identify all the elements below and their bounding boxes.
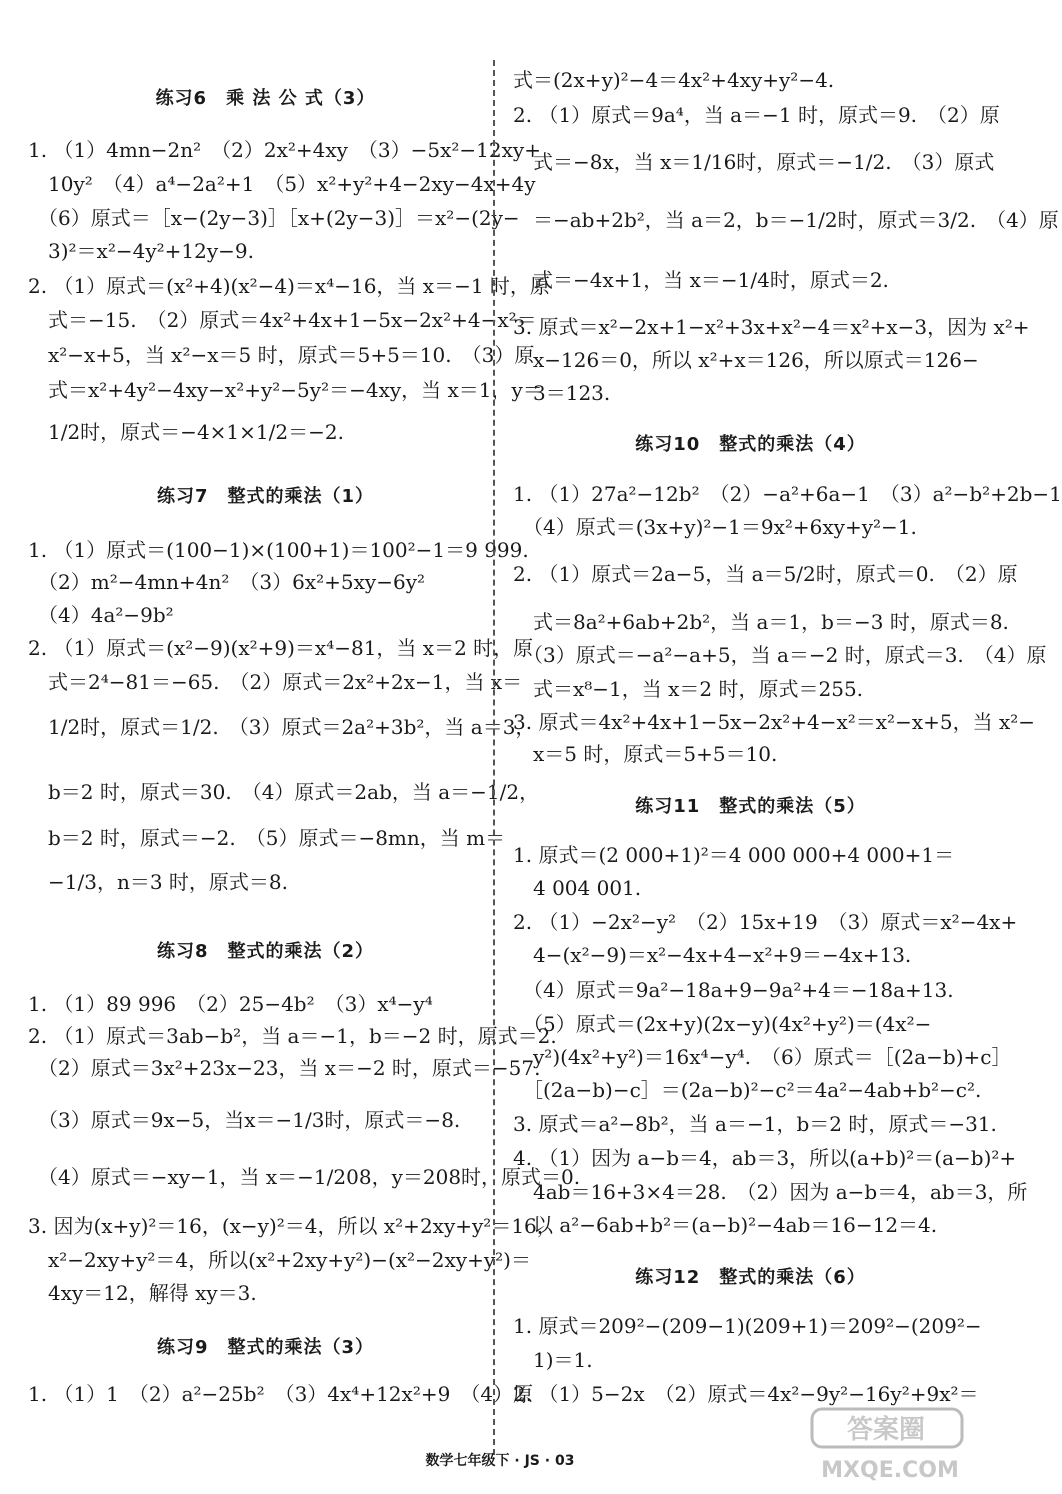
answer-line: 1. （1）89 996 （2）25−4b² （3）x⁴−y⁴ (28, 992, 433, 1016)
answer-line: （3）原式＝−a²−a+5，当 a＝−2 时，原式＝3. （4）原 (513, 643, 1047, 667)
answer-line: 1/2时，原式＝1/2. （3）原式＝2a²+3b²，当 a＝3， (28, 715, 536, 739)
page-footer: 数学七年级下 · JS · 03 (425, 1453, 575, 1469)
answer-line: b＝2 时，原式＝30. （4）原式＝2ab，当 a＝−1/2， (28, 780, 540, 804)
answer-line: 1. （1）1 （2）a²−25b² （3）4x⁴+12x²+9 （4）原 (28, 1382, 534, 1406)
answer-line: 1. （1）27a²−12b² （2）−a²+6a−1 （3）a²−b²+2b−1 (513, 482, 1062, 506)
answer-line: 式＝x²+4y²−4xy−x²+y²−5y²＝−4xy，当 x＝1，y＝ (28, 378, 543, 402)
answer-line: （3）原式＝9x−5，当x＝−1/3时，原式＝−8. (28, 1108, 461, 1132)
answer-line: 2. （1）原式＝3ab−b²，当 a＝−1，b＝−2 时，原式＝2. (28, 1024, 557, 1048)
answer-line: （2）m²−4mn+4n² （3）6x²+5xy−6y² (28, 570, 426, 594)
answer-line: 4ab＝16+3×4＝28. （2）因为 a−b＝4，ab＝3，所 (513, 1180, 1028, 1204)
watermark-bottom: MXQE.COM (821, 1458, 959, 1483)
answer-line: 4 004 001. (513, 876, 642, 900)
answer-line: 1. 原式＝209²−(209−1)(209+1)＝209²−(209²− (513, 1314, 982, 1338)
column-divider (493, 60, 495, 1455)
watermark-logo (808, 1405, 978, 1485)
answer-line: 式＝−15. （2）原式＝4x²+4x+1−5x−2x²+4−x²＝ (28, 308, 537, 332)
answer-line: x²−x+5，当 x²−x＝5 时，原式＝5+5＝10. （3）原 (28, 343, 535, 367)
answer-line: 3. 原式＝4x²+4x+1−5x−2x²+4−x²＝x²−x+5，当 x²− (513, 710, 1036, 734)
section-heading: 练习6 乘 法 公 式（3） (155, 88, 376, 109)
answer-line: 2. （1）原式＝2a−5，当 a＝5/2时，原式＝0. （2）原 (513, 562, 1018, 586)
answer-line: 4−(x²−9)＝x²−4x+4−x²+9＝−4x+13. (513, 943, 912, 967)
answer-line: 式＝2⁴−81＝−65. （2）原式＝2x²+2x−1，当 x＝ (28, 670, 523, 694)
section-heading: 练习7 整式的乘法（1） (156, 486, 375, 507)
answer-line: 3. 原式＝a²−8b²，当 a＝−1，b＝2 时，原式＝−31. (513, 1112, 997, 1136)
answer-line: 2. （1）原式＝(x²−9)(x²+9)＝x⁴−81，当 x＝2 时，原 (28, 636, 534, 660)
answer-line: 1)＝1. (513, 1348, 593, 1372)
answer-line: 3＝123. (513, 381, 611, 405)
answer-line: 1. （1）4mn−2n² （2）2x²+4xy （3）−5x²−12xy+ (28, 138, 541, 162)
answer-line: 2. （1）原式＝(x²+4)(x²−4)＝x⁴−16，当 x＝−1 时，原 (28, 274, 550, 298)
answer-line: 3. 原式＝x²−2x+1−x²+3x+x²−4＝x²+x−3，因为 x²+ (513, 315, 1030, 339)
answer-line: （2）原式＝3x²+23x−23，当 x＝−2 时，原式＝−57. (28, 1056, 541, 1080)
section-heading: 练习12 整式的乘法（6） (635, 1267, 866, 1288)
answer-line: 式＝(2x+y)²−4＝4x²+4xy+y²−4. (513, 68, 835, 92)
answer-line: 4xy＝12，解得 xy＝3. (28, 1281, 257, 1305)
answer-line: 4. （1）因为 a−b＝4，ab＝3，所以(a+b)²＝(a−b)²+ (513, 1146, 1017, 1170)
answer-line: ＝−ab+2b²，当 a＝2，b＝−1/2时，原式＝3/2. （4）原 (513, 208, 1059, 232)
answer-line: ［(2a−b)−c］＝(2a−b)²−c²＝4a²−4ab+b²−c². (513, 1078, 982, 1102)
answer-line: 式＝8a²+6ab+2b²，当 a＝1，b＝−3 时，原式＝8. (513, 610, 1009, 634)
answer-line: 1. （1）原式＝(100−1)×(100+1)＝100²−1＝9 999. (28, 538, 529, 562)
answer-line: x−126＝0，所以 x²+x＝126，所以原式＝126− (513, 348, 979, 372)
answer-line: 式＝−8x，当 x＝1/16时，原式＝−1/2. （3）原式 (513, 150, 995, 174)
section-heading: 练习11 整式的乘法（5） (635, 796, 866, 817)
answer-line: （4）4a²−9b² (28, 603, 174, 627)
answer-line: −1/3，n＝3 时，原式＝8. (28, 870, 288, 894)
section-heading: 练习10 整式的乘法（4） (635, 434, 866, 455)
answer-line: （4）原式＝(3x+y)²−1＝9x²+6xy+y²−1. (513, 515, 917, 539)
answer-line: 以 a²−6ab+b²＝(a−b)²−4ab＝16−12＝4. (513, 1213, 938, 1237)
answer-line: （4）原式＝−xy−1，当 x＝−1/208，y＝208时，原式＝0. (28, 1165, 581, 1189)
answer-line: x²−2xy+y²＝4，所以(x²+2xy+y²)−(x²−2xy+y²)＝ (28, 1248, 531, 1272)
section-heading: 练习9 整式的乘法（3） (156, 1337, 375, 1358)
answer-line: 1/2时，原式＝−4×1×1/2＝−2. (28, 420, 344, 444)
answer-line: 1. 原式＝(2 000+1)²＝4 000 000+4 000+1＝ (513, 843, 955, 867)
answer-line: 3. 因为(x+y)²＝16，(x−y)²＝4，所以 x²+2xy+y²＝16， (28, 1214, 557, 1238)
answer-line: （4）原式＝9a²−18a+9−9a²+4＝−18a+13. (513, 978, 954, 1002)
answer-line: 2. （1）原式＝9a⁴，当 a＝−1 时，原式＝9. （2）原 (513, 103, 1000, 127)
section-heading: 练习8 整式的乘法（2） (156, 941, 375, 962)
answer-line: 式＝−4x+1，当 x＝−1/4时，原式＝2. (513, 268, 889, 292)
answer-line: （6）原式＝［x−(2y−3)］［x+(2y−3)］＝x²−(2y− (28, 206, 520, 230)
answer-line: b＝2 时，原式＝−2. （5）原式＝−8mn，当 m＝ (28, 826, 506, 850)
watermark-top: 答案圈 (846, 1415, 926, 1445)
answer-line: 10y² （4）a⁴−2a²+1 （5）x²+y²+4−2xy−4x+4y (28, 172, 536, 196)
answer-line: 2. （1）5−2x （2）原式＝4x²−9y²−16y²+9x²＝ (513, 1382, 979, 1406)
answer-line: x＝5 时，原式＝5+5＝10. (513, 742, 778, 766)
answer-line: 2. （1）−2x²−y² （2）15x+19 （3）原式＝x²−4x+ (513, 910, 1018, 934)
answer-line: 3)²＝x²−4y²+12y−9. (28, 239, 254, 263)
answer-line: 式＝x⁸−1，当 x＝2 时，原式＝255. (513, 677, 864, 701)
answer-line: y²)(4x²+y²)＝16x⁴−y⁴. （6）原式＝［(2a−b)+c］ (513, 1045, 1012, 1069)
answer-line: （5）原式＝(2x+y)(2x−y)(4x²+y²)＝(4x²− (513, 1012, 932, 1036)
